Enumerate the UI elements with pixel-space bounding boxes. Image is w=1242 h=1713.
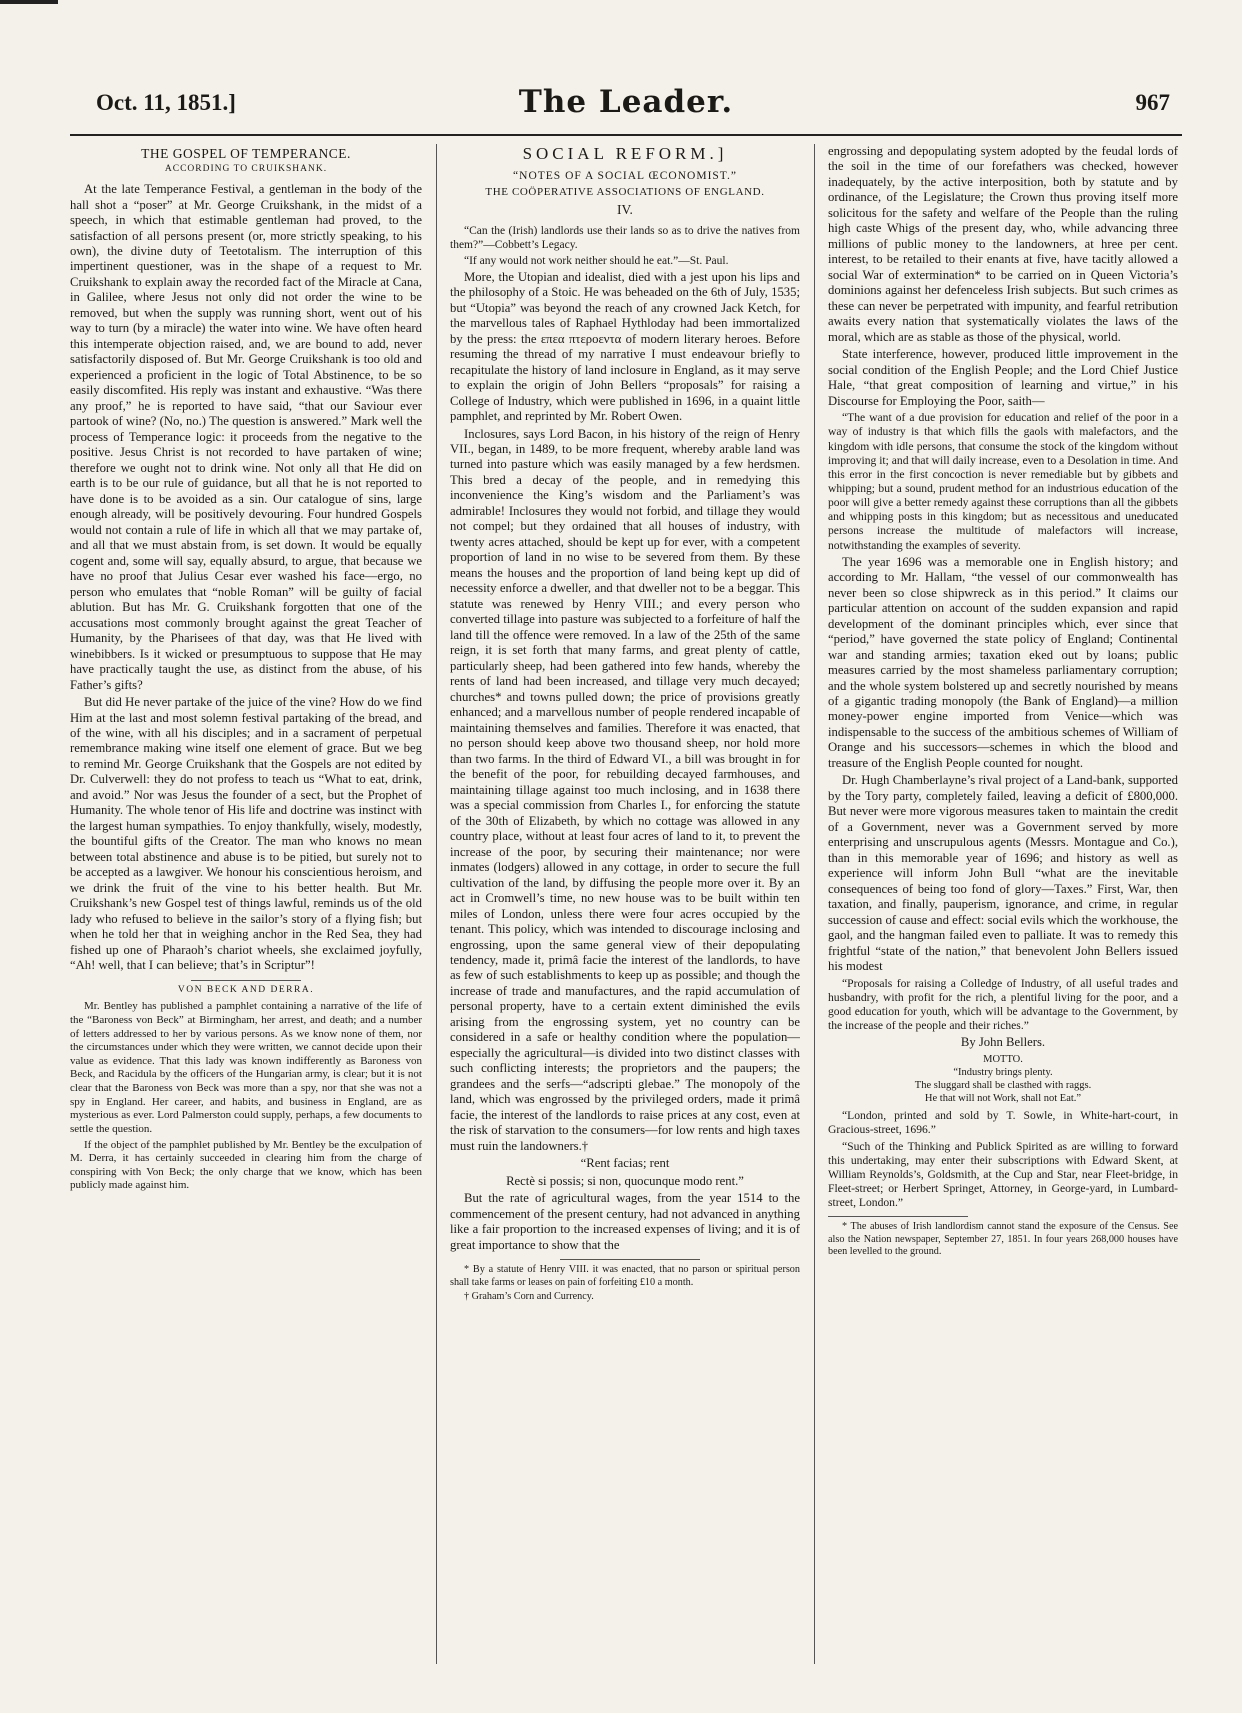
footnote-rule — [560, 1259, 700, 1260]
column-3 — [828, 144, 1178, 1672]
paragraph: If the object of the pamphlet published by Mr. Bentley be the exculpation of M. Derra, it has certainly succeeded in clearing him from the charge of conspiring with Von Beck; the only charge that we know, which has been publicly made against him. — [70, 1138, 422, 1192]
article-title: THE GOSPEL OF TEMPERANCE. — [141, 146, 351, 161]
section-title: VON BECK AND DERRA. — [177, 984, 315, 995]
page-number: 967 — [1135, 90, 1170, 115]
motto-line: “Industry brings plenty. — [953, 1066, 1053, 1078]
paragraph: At the late Temperance Festival, a gentleman in the body of the hall shot a “poser” at Mr. George Cruikshank, in the midst of a speech, in which that estimable gentleman had proved, to the satisfaction of all persons present (or, more strictly speaking, to his own), the divine duty of Teetotalism. The interruption of this impertinent questioner, was in the shape of a request to Mr. Cruikshank to explain away the recorded fact of the Miracle at Cana, in Galilee, where Jesus not only did not order the wine to be removed, but when the supply was running short, went out of his way to turn (by a miracle) the water into wine. We have often heard this intemperate objection raised, and, we are bound to add, never satisfactorily disposed of. But Mr. George Cruikshank is too old and experienced a proficient in the logic of Total Abstinence, to be so easily discomfited. His reply was instant and exhaustive. “Was there any proof,” he is reported to have said, “that our Saviour ever partook of wine? (No, no.) The question is answered.” Mark well the process of Temperance logic: it proceeds from the negative to the positive. Jesus Christ is not recorded to have partaken of wine; therefore we ought not to drink wine. Not only all that He did on earth is to be our rule of guidance, but all that he is not reported to have done is to be avoided as a sin. Our catalogue of sins, large enough already, will be positively devouring. Four hundred Gospels would not contain a rule of life in which all that we may partake of, and all that we must abstain from, is set down. It would be equally cogent and, some will say, equally absurd, to argue, that because we have no proof that Julius Cesar ever washed his face—ergo, no person who emulates that “noble Roman” will be guilty of facial ablution. But has Mr. G. Cruikshank forgotten that one of the accusations most commonly brought against the great Teacher of Humanity, by the Pharisees of that day, was that He lived with winebibbers. Is it wicked or presumptuous to suppose that He may have practically taught the use, as distinct from the abuse, of his Father’s gifts? — [70, 182, 422, 692]
paragraph: But the rate of agricultural wages, from the year 1514 to the commencement of the present century, had not advanced in anything like a fair proportion to the increased expenses of living; and it is of great importance to show that the — [450, 1191, 800, 1252]
footnote: † Graham’s Corn and Currency. — [464, 1291, 594, 1303]
paragraph: State interference, however, produced little improvement in the social condition of the English People; and the Lord Chief Justice Hale, “that great composition of learning and virtue,” in his Discourse for Employing the Poor, saith— — [828, 347, 1178, 408]
article-title: SOCIAL REFORM.] — [522, 144, 728, 163]
article-series-title: “NOTES OF A SOCIAL ŒCONOMIST.” — [513, 169, 737, 182]
paragraph: More, the Utopian and idealist, died with a jest upon his lips and the philosophy of a Stoic. He was beheaded on the 6th of July, 1535; but “Utopia” was beyond the reach of any crowned Jack Ketch, for the marvellous tales of Raphael Hythloday had been immortalized by the press: the επεα πτεροεντα of modern literary heroes. Before resuming the thread of my narrative I must endeavour briefly to recapitulate the history of land inclosure in England, as it may serve to explain the origin of John Bellers “proposals” for raising a College of Industry, which were published in 1696, in a quaint little pamphlet, and reprinted by Mr. Robert Owen. — [450, 269, 800, 424]
block-quote: “London, printed and sold by T. Sowle, in White-hart-court, in Gracious-street, 1696.” — [828, 1109, 1178, 1137]
footnote-rule — [828, 1216, 968, 1217]
column-1 — [70, 144, 422, 1664]
column-divider — [814, 144, 815, 1664]
issue-date: Oct. 11, 1851.] — [96, 90, 236, 115]
motto-line: The sluggard shall be clasthed with raggs. — [914, 1080, 1092, 1092]
masthead-rule — [70, 134, 1182, 136]
motto — [828, 1053, 1178, 1106]
verse-line: Rectè si possis; si non, quocunque modo rent.” — [506, 1173, 744, 1188]
paragraph: But did He never partake of the juice of the vine? How do we find Him at the last and most solemn festival partaking of the bread, and of the wine, with all his disciples; and in a sacrament of perpetual remembrance making wine itself one element of grace. But we beg to remind Mr. George Cruikshank that the Gospels are not edited by Dr. Culverwell: they do not profess to teach us “What to eat, drink, and avoid.” Nor was Jesus the founder of a sect, but the Prophet of Humanity. The whole tenor of His life and doctrine was instinct with the largest human sympathies. To enjoy thankfully, wisely, modestly, the bountiful gifts of the Creator. The man who knows no mean between total abstinence and abuse is to be pitied, but surely not to be accepted as a lawgiver. We honour his conscientious heroism, and we drink the fruit of the vine to his better health. But Mr. Cruikshank’s new Gospel test of things lawful, reminds us of the old lady who refused to believe in the sailor’s story of a flying fish; but when he told her that in weighing anchor in the Red Sea, they had fished up one of Pharaoh’s chariot wheels, she exclaimed joyfully, “Ah! well, that I can believe; that’s in Scriptur”! — [70, 695, 422, 973]
newspaper-page — [70, 72, 1182, 1672]
column-divider — [436, 144, 437, 1664]
paragraph: Mr. Bentley has published a pamphlet containing a narrative of the life of the “Baroness von Beck” at Birmingham, her arrest, and death; and a number of letters addressed to her by various persons. As we know none of them, nor the circumstances under which they were written, we cannot decide upon their value as evidence. That this lady was known indifferently as Baroness von Beck, and Racidula by the officers of the Hungarian army, is clear; but it is not clear that the Baroness von Beck was more than a spy, nor that she was not a spy in England. Her career, and habits, and business in England, are as mysterious as ever. Lord Palmerston could supply, perhaps, a few documents to settle the question. — [70, 1000, 422, 1135]
block-quote: “Proposals for raising a Colledge of Industry, of all useful trades and husbandry, with profit for the rich, a plentiful living for the poor, and a good education for youth, which will be advantage to the Government, by the increase of the people and their riches.” — [828, 976, 1178, 1033]
epigraph: “If any would not work neither should he eat.”—St. Paul. — [464, 254, 729, 267]
paragraph: The year 1696 was a memorable one in English history; and according to Mr. Hallam, “the vessel of our commonwealth has never been so close shipwreck as in this period.” It claims our particular attention on account of the sudden expansion and rapid development of the dominant principles which, ever since that “period,” have governed the state policy of England; Continental war and standing armies; taxation eked out by loans; public measures carried by the most shameless parliamentary corruption; and the whole system bolstered up and secretly nourished by means of a gigantic trading monopoly (the Bank of England)—a million money-power engine imported from Venice—which was indispensable to the success of the ambitious schemes of William of Orange and his successors—schemes in which the blood and treasure of the English People counted for nought. — [828, 554, 1178, 770]
column-2 — [450, 144, 800, 1672]
block-quote: “The want of a due provision for education and relief of the poor in a way of industry is that which fills the gaols with malefactors, and the kingdom with idle persons, that consume the stock of the kingdom without improving it; and that will daily increase, even to a Desolation in time. And this error in the first concoction is never remediable but by gibbets and whipping; but a sound, prudent method for an industrious education of the poor will give a better remedy against these corruptions than all the gibbets and whipping posts in this kingdom; but as necessitous and uneducated persons increase the multitude of malefactors will increase, notwithstanding the examples of severity. — [828, 411, 1178, 552]
byline: By John Bellers. — [960, 1035, 1046, 1050]
motto-line: He that will not Work, shall not Eat.” — [924, 1093, 1082, 1105]
footnote: * By a statute of Henry VIII. it was enacted, that no parson or spiritual person shall take farms or leases on pain of forfeiting £10 a month. — [450, 1264, 800, 1288]
article-subtitle: ACCORDING TO CRUIKSHANK. — [164, 164, 328, 175]
epigraph: “Can the (Irish) landlords use their lands so as to drive the natives from them?”—Cobbett’s Legacy. — [450, 224, 800, 251]
article-subtitle: THE COÖPERATIVE ASSOCIATIONS OF ENGLAND. — [485, 185, 765, 198]
motto-heading: MOTTO. — [983, 1053, 1023, 1065]
masthead — [70, 86, 1182, 130]
paragraph: Dr. Hugh Chamberlayne’s rival project of a Land-bank, supported by the Tory party, completely failed, leaving a deficit of £800,000. But never were more vigorous measures taken to maintain the credit of a Government, never was a Government served by more enterprising and unscrupulous agents (Messrs. Montague and Co.), than in this memorable year of 1696; and history as well as experience will inform John Bull “what are the inevitable consequences of being too fond of glory—Taxes.” First, War, then taxation, and finally, pauperism, ignorance, and crime, in regular succession of cause and effect: social evils which the workhouse, the gaol, and the hangman failed even to palliate. It was to remedy this frightful “state of the nation,” that benevolent John Bellers issued his modest — [828, 773, 1178, 974]
newspaper-title: The Leader. — [518, 84, 734, 120]
paragraph: engrossing and depopulating system adopted by the feudal lords of the soil in the time of our forefathers was checked, however inadequately, by the active interposition, both by statute and by ordinance, of the Legislature; the Crown thus proving itself more solicitous for the safety and welfare of the People than the ruling high caste Whigs of the present day, who, while advancing three millions of public money to the landowners, at hree per cent. interest, to be retailed to their enants at five, have tacitly allowed a social War of extermination* to be carried on in Queen Victoria’s dominions against her defenceless Irish subjects. But such crimes as these can never be perpetrated with impunity, and fearful retribution awaits every nation that systematically violates the laws of the moral, which are as stable as those of the physical, world. — [828, 144, 1178, 344]
paragraph: Inclosures, says Lord Bacon, in his history of the reign of Henry VII., began, in 1489, to be more frequent, whereby arable land was turned into pasture which was easily managed by a few herdsmen. This bred a decay of the people, and in remedying this inconvenience the King’s wisdom and the Parliament’s was admirable! Inclosures they would not forbid, and tillage they would not compel; but they ordained that all houses of industry, with twenty acres attached, should be kept up for ever, with a competent proportion of land in no wise to be severed from them. By these means the houses and the proportion of land being kept up did of necessity enforce a dweller, and that dweller not to be a beggar. This statute was renewed by Henry VIII.; and every person who converted tillage into pasture was subjected to a forfeiture of half the land till the offence were removed. In a law of the 25th of the same reign, it is set forth that many farms, and great plenty of cattle, particularly sheep, had been gathered into few hands, whereby the rents of land had been increased, and tillage very much decayed; churches* and towns pulled down; the price of provisions greatly enhanced; and a marvellous number of people rendered incapable of maintaining themselves and families. Therefore it was enacted, that no person should keep above two thousand sheep, nor hold more than two farms. In the third of Edward VI., a bill was brought in for the benefit of the poor, for rebuilding decayed farmhouses, and maintaining tillage against too much inclosing, and in 1638 there was a special commission from Charles I., for enforcing the statute of the 30th of Elizabeth, by which no cottage was allowed in any country place, without at least four acres of land to it, to prevent the increase of the poor, by securing their maintenance; nor were inmates (lodgers) allowed in any cottage, in order to secure the full cultivation of the land, by diffusing the people more over it. By an act in Cromwell’s time, no new house was to be built within ten miles of London, unless there were four acres occupied by the tenant. This policy, which was intended to discourage inclosing and engrossing, upon the same general view of their depopulating tendency, made it, primâ facie the interest of the landlords, to have as few of such establishments to keep up as possible; and though the increase of trade and manufactures, and the rapid accumulation of personal property, have to a certain extent diminished the evils arising from the engrossing system, yet no country can be considered in a safe or healthy condition where the population—especially the agricultural—is divided into two distinct classes with such conflicting interests; the proprietors and the paupers; the grandees and the serfs—“adscripti glebae.” The monopoly of the land, which was engrossed by the privileged orders, made it primâ facie, the interest of the landlords to raise prices at any cost, even at the risk of starvation to the consumers—for low rents and high taxes must ruin the landowners.† — [450, 426, 800, 1153]
footnote: * The abuses of Irish landlordism cannot stand the exposure of the Census. See also the Nation newspaper, September 27, 1851. In four years 268,000 houses have been levelled to the ground. — [828, 1221, 1178, 1258]
part-number: IV. — [617, 202, 633, 218]
block-quote: “Such of the Thinking and Publick Spirited as are willing to forward this undertaking, may enter their subscriptions with Edward Skent, at William Reynolds’s, Goldsmith, at the Cup and Star, near Fleet-bridge, in Fleet-street; or Herbert Springet, Attorney, in George-yard, in Lumbard-street, London.” — [828, 1139, 1178, 1210]
section-rule — [191, 980, 301, 981]
scan-mark — [0, 0, 58, 4]
verse-line: “Rent facias; rent — [580, 1156, 670, 1171]
